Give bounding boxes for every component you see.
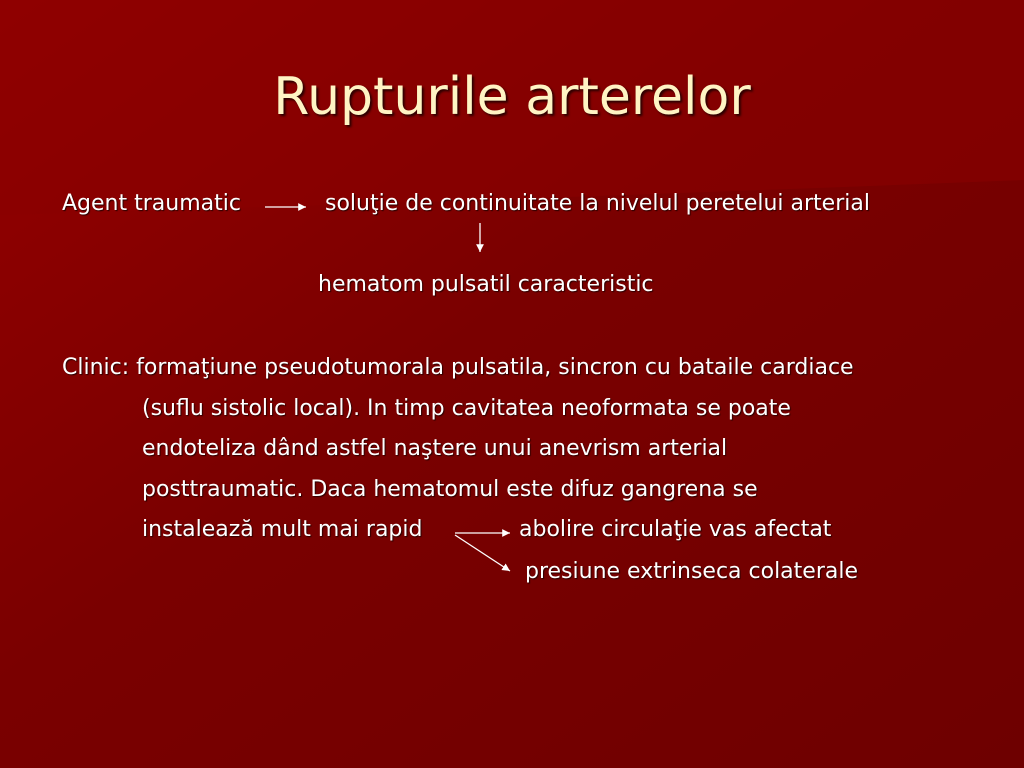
clinic-line-2: (suflu sistolic local). In timp cavitatea neoformata se poate xyxy=(142,396,791,421)
hematom-pulsatil-text: hematom pulsatil caracteristic xyxy=(318,272,654,297)
agent-traumatic-text: Agent traumatic xyxy=(62,191,241,216)
clinic-line-4: posttraumatic. Daca hematomul este difuz gangrena se xyxy=(142,477,758,502)
clinic-line-1: Clinic: formaţiune pseudotumorala pulsatila, sincron cu bataile cardiace xyxy=(62,355,854,380)
clinic-line-6: presiune extrinseca colaterale xyxy=(525,559,858,584)
clinic-line-5-left: instalează mult mai rapid xyxy=(142,517,423,542)
slide-title: Rupturile arterelor xyxy=(273,67,751,127)
solutie-continuitate-text: soluţie de continuitate la nivelul peretelui arterial xyxy=(325,191,870,216)
clinic-line-5-right: abolire circulaţie vas afectat xyxy=(519,517,832,542)
clinic-line-3: endoteliza dând astfel naştere unui anevrism arterial xyxy=(142,436,728,461)
